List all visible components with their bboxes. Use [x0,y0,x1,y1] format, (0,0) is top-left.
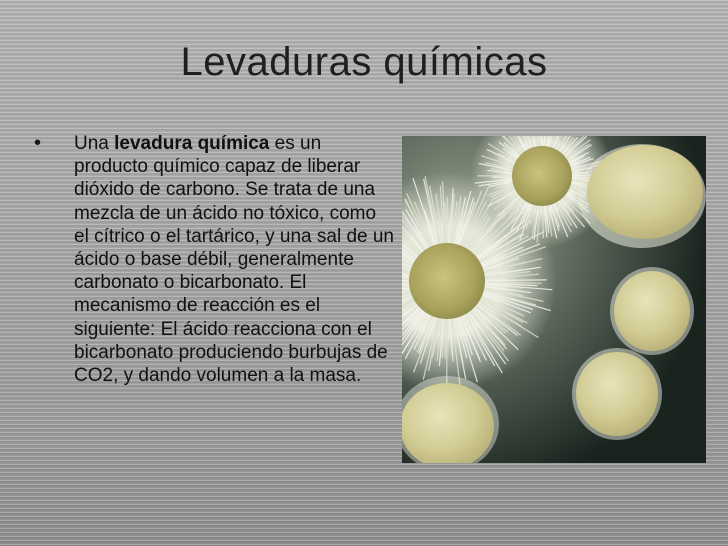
bullet-lead-text: Una [74,133,115,154]
bullet-bold-term: levadura química [114,133,270,154]
bullet-icon: • [34,132,42,154]
bullet-body-text: es un producto químico capaz de liberar dióxido de carbono. Se trata de una mezcla de un ácido no tóxico, como el cítrico o el tartárico, y una sal de un ácido o base débil, generalmente carbonato o bicarbonato. El mecanismo de reacción es el siguiente: El ácido reacciona con el bicarbonato produciendo burbujas de CO2, y dando volumen a la masa. [74,133,394,387]
yeast-colonies-illustration [402,136,706,463]
bullet-item [74,132,396,387]
yeast-colonies-photo [402,136,706,463]
slide-title: Levaduras químicas [180,40,548,84]
